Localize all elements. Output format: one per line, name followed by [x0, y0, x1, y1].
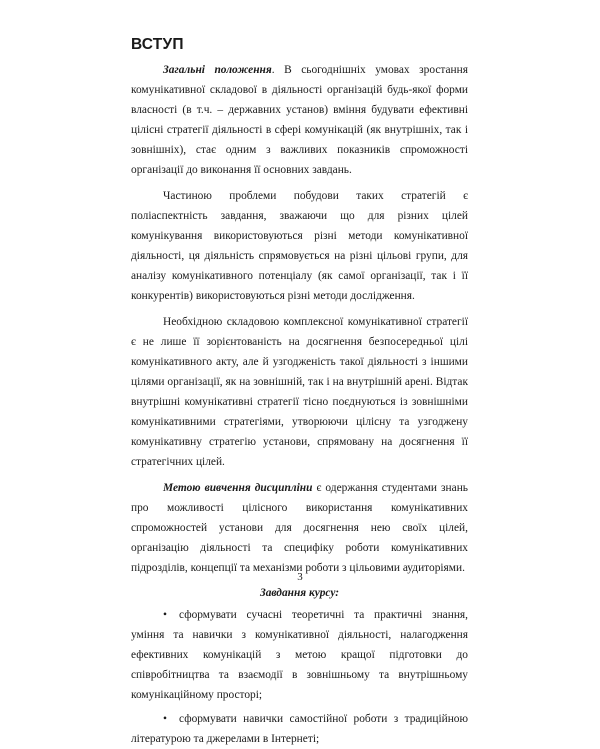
list-item-text: сформувати навички самостійної роботи з традиційною літературою та джерелами в Інтернеті; — [131, 713, 468, 745]
tasks-heading: Завдання курсу: — [259, 587, 340, 599]
page-number: 3 — [297, 571, 303, 583]
bullet-icon: • — [163, 609, 167, 621]
paragraph-text: . В сьогоднішніх умовах зростання комунікативної складової в діяльності організацій будь-якої форми власності (в т.ч. – державних установ) вміння будувати ефективні цілісні стратегії діяльності в сфері комунікацій (як внутрішніх, так і зовнішніх), стає одним з важливих показників спроможності організації до виконання її основних завдань. — [131, 64, 468, 176]
list-item — [131, 709, 468, 749]
paragraph-text: є одержання студентами знань про можливості цілісного використання комунікативних спроможностей установи для досягнення нею своїх цілей, організацію діяльності та специфіку роботи комунікативних підрозділів, концепції та механізми роботи з цільовими аудиторіями. — [131, 482, 468, 574]
paragraph-strategy-component: Необхідною складовою комплексної комунікативної стратегії є не лише її зорієнтованість на досягнення безпосередньої цілі комунікативного акту, але й узгодженість такої діяльності з іншими цілями організації, як на зовнішній, так і на внутрішній арені. Відтак внутрішні комунікативні стратегії тісно поєднуються із зовнішніми комунікативними стратегіями, утворюючи цілісну та узгоджену комунікативну стратегію установи, спрямовану на досягнення її стратегічних цілей. — [131, 316, 468, 468]
paragraph-general-provisions — [131, 60, 468, 180]
paragraph-course-goal — [131, 478, 468, 578]
paragraph-lead-course-goal: Метою вивчення дисципліни — [163, 482, 313, 494]
list-item-text: сформувати сучасні теоретичні та практичні знання, уміння та навички з комунікативної діяльності, налагодження ефективних комунікацій з метою кращої підготовки до співробітництва та взаємодії в зовнішньому та внутрішньому комунікаційному просторі; — [131, 609, 468, 701]
list-item — [131, 605, 468, 705]
paragraph-strategy-problem: Частиною проблеми побудови таких стратегій є поліаспектність завдання, зважаючи що для різних цілей комунікування використовуються різні методи комунікативної діяльності, ця діяльність спрямовується на різні цільові групи, для аналізу комунікативного потенціалу (як самої організації, так і її конкурентів) використовуються різні методи дослідження. — [131, 190, 468, 302]
bullet-icon: • — [163, 713, 167, 725]
paragraph-lead-general-provisions: Загальні положення — [163, 64, 272, 76]
page-title: ВСТУП — [131, 36, 184, 53]
